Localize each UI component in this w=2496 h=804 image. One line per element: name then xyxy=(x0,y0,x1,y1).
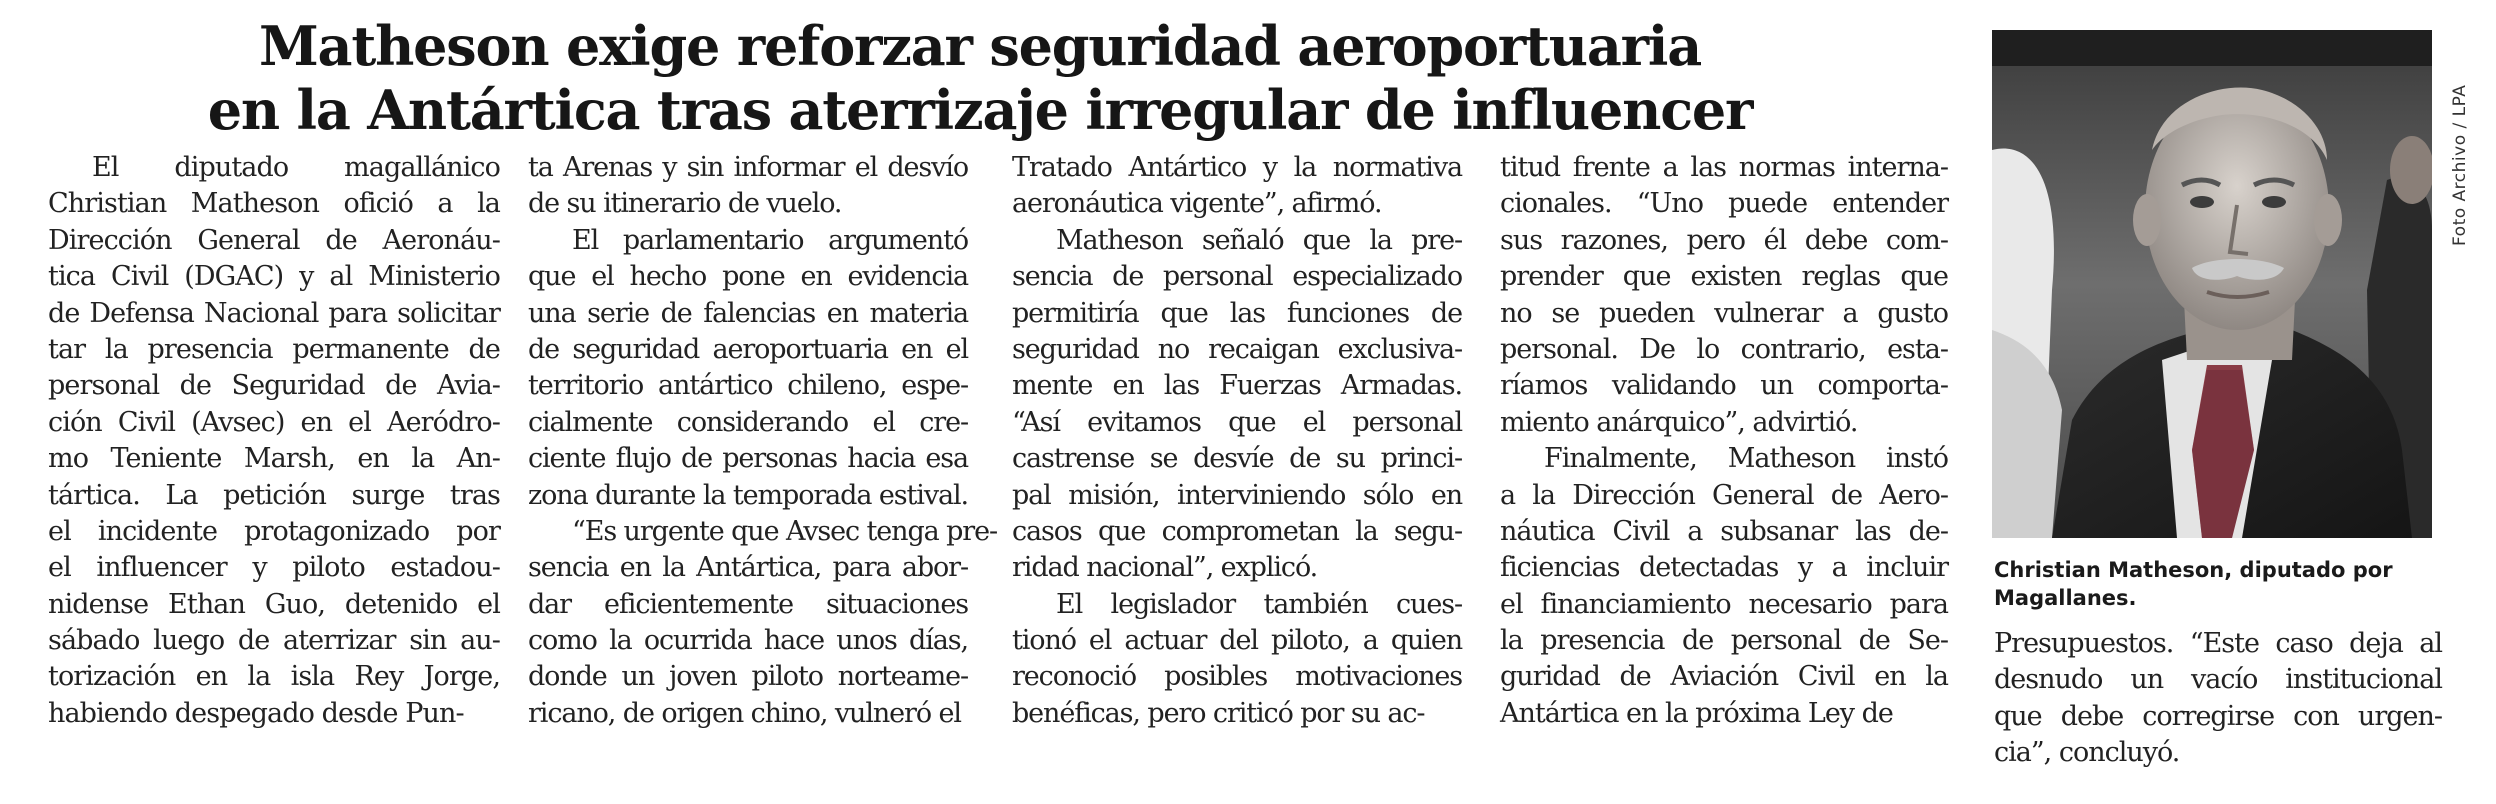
article-text-line: seguridad no recaigan exclusiva- xyxy=(1012,333,1462,365)
article-text-line: cia”, concluyó. xyxy=(1994,737,2180,769)
article-text-line: tártica. La petición surge tras xyxy=(48,479,500,511)
article-text-line: tionó el actuar del piloto, a quien xyxy=(1012,625,1462,657)
article-text-line: no se pueden vulnerar a gusto xyxy=(1500,297,1948,329)
article-text-line: ridad nacional”, explicó. xyxy=(1012,552,1318,584)
article-text-line: titud frente a las normas interna- xyxy=(1500,152,1948,183)
article-text-line: El legislador también cues- xyxy=(1056,588,1462,620)
article-text-line: Tratado Antártico y la normativa xyxy=(1012,152,1462,183)
article-text-line: ficiencias detectadas y a incluir xyxy=(1500,552,1948,584)
article-text-line: Antártica en la próxima Ley de xyxy=(1500,697,1893,729)
article-text-line: guridad de Aviación Civil en la xyxy=(1500,661,1948,693)
article-text-line: El diputado magallánico xyxy=(92,152,500,183)
article-text-line: sus razones, pero él debe com- xyxy=(1500,224,1948,256)
article-text-line: permitiría que las funciones de xyxy=(1012,297,1462,329)
article-text-line: ta Arenas y sin informar el desvío xyxy=(528,152,968,183)
article-text-line: sencia en la Antártica, para abor- xyxy=(528,552,968,584)
article-text-line: aeronáutica vigente”, afirmó. xyxy=(1012,188,1382,220)
photo-credit: Foto Archivo / LPA xyxy=(2450,84,2470,246)
article-text-line: habiendo despegado desde Pun- xyxy=(48,697,464,729)
article-column-3 xyxy=(1012,150,1462,732)
article-text-line: torización en la isla Rey Jorge, xyxy=(48,661,500,693)
headline-line: Matheson exige reforzar seguridad aeroportuaria xyxy=(258,14,1702,78)
article-text-line: Matheson señaló que la pre- xyxy=(1056,224,1462,256)
article-text-line: una serie de falencias en materia xyxy=(528,297,968,329)
article-text-line: pal misión, interviniendo sólo en xyxy=(1012,479,1462,511)
article-column-2 xyxy=(528,150,998,732)
article-text-line: Presupuestos. “Este caso deja al xyxy=(1994,628,2442,659)
article-text-line: ción Civil (Avsec) en el Aeródro- xyxy=(48,406,500,438)
article-text-line: que el hecho pone en evidencia xyxy=(528,261,968,293)
article-text-line: Dirección General de Aeronáu- xyxy=(48,224,500,256)
article-text-line: reconoció posibles motivaciones xyxy=(1012,661,1462,693)
article-text-line: de seguridad aeroportuaria en el xyxy=(528,333,968,365)
article-text-line: mente en las Fuerzas Armadas. xyxy=(1012,370,1462,402)
article-text-line: ciente flujo de personas hacia esa xyxy=(528,443,968,475)
article-headline xyxy=(0,14,1960,142)
article-text-line: Christian Matheson ofició a la xyxy=(48,188,500,220)
caption-line: Christian Matheson, diputado por xyxy=(1994,558,2393,582)
article-text-line: castrense se desvíe de su princi- xyxy=(1012,443,1462,475)
article-text-line: prender que existen reglas que xyxy=(1500,261,1948,293)
article-text-line: el financiamiento necesario para xyxy=(1500,588,1948,620)
article-text-line: a la Dirección General de Aero- xyxy=(1500,479,1948,511)
article-text-line: mo Teniente Marsh, en la An- xyxy=(48,443,500,475)
article-text-line: dar eficientemente situaciones xyxy=(528,588,968,620)
article-text-line: el influencer y piloto estadou- xyxy=(48,552,500,584)
article-text-line: cialmente considerando el cre- xyxy=(528,406,968,438)
article-text-line: de su itinerario de vuelo. xyxy=(528,188,842,220)
article-text-line: personal. De lo contrario, esta- xyxy=(1500,333,1948,365)
article-text-line: desnudo un vacío institucional xyxy=(1994,664,2442,696)
article-text-line: personal de Seguridad de Avia- xyxy=(48,370,500,402)
article-column-4 xyxy=(1500,150,1948,732)
article-text-line: la presencia de personal de Se- xyxy=(1500,625,1948,657)
article-text-line: que debe corregirse con urgen- xyxy=(1994,700,2442,732)
article-text-line: benéficas, pero criticó por su ac- xyxy=(1012,697,1425,729)
article-text-line: miento anárquico”, advirtió. xyxy=(1500,406,1858,438)
article-text-line: el incidente protagonizado por xyxy=(48,515,500,547)
article-text-line: nidense Ethan Guo, detenido el xyxy=(48,588,500,620)
article-text-line: de Defensa Nacional para solicitar xyxy=(48,297,500,329)
caption-line: Magallanes. xyxy=(1994,586,2137,610)
article-column-5 xyxy=(1994,626,2442,772)
article-text-line: ricano, de origen chino, vulneró el xyxy=(528,697,961,729)
article-column-1 xyxy=(48,150,500,732)
headline-line: en la Antártica tras aterrizaje irregular de influencer xyxy=(207,78,1753,142)
portrait-image xyxy=(1992,30,2432,538)
article-text-line: casos que comprometan la segu- xyxy=(1012,515,1462,547)
article-text-line: tica Civil (DGAC) y al Ministerio xyxy=(48,261,500,293)
article-text-line: “Así evitamos que el personal xyxy=(1012,406,1462,438)
article-text-line: “Es urgente que Avsec tenga pre- xyxy=(572,515,998,547)
article-text-line: tar la presencia permanente de xyxy=(48,333,500,365)
article-text-line: El parlamentario argumentó xyxy=(572,224,968,256)
article-text-line: donde un joven piloto norteame- xyxy=(528,661,968,693)
article-text-line: como la ocurrida hace unos días, xyxy=(528,625,968,657)
article-text-line: Finalmente, Matheson instó xyxy=(1544,443,1948,475)
article-photo xyxy=(1992,30,2432,538)
photo-caption xyxy=(1994,556,2464,612)
article-text-line: sábado luego de aterrizar sin au- xyxy=(48,625,500,657)
article-text-line: territorio antártico chileno, espe- xyxy=(528,370,968,402)
article-text-line: ríamos validando un comporta- xyxy=(1500,370,1948,402)
article-text-line: sencia de personal especializado xyxy=(1012,261,1462,293)
article-text-line: zona durante la temporada estival. xyxy=(528,479,968,511)
article-text-line: cionales. “Uno puede entender xyxy=(1500,188,1948,220)
article-text-line: náutica Civil a subsanar las de- xyxy=(1500,515,1948,547)
